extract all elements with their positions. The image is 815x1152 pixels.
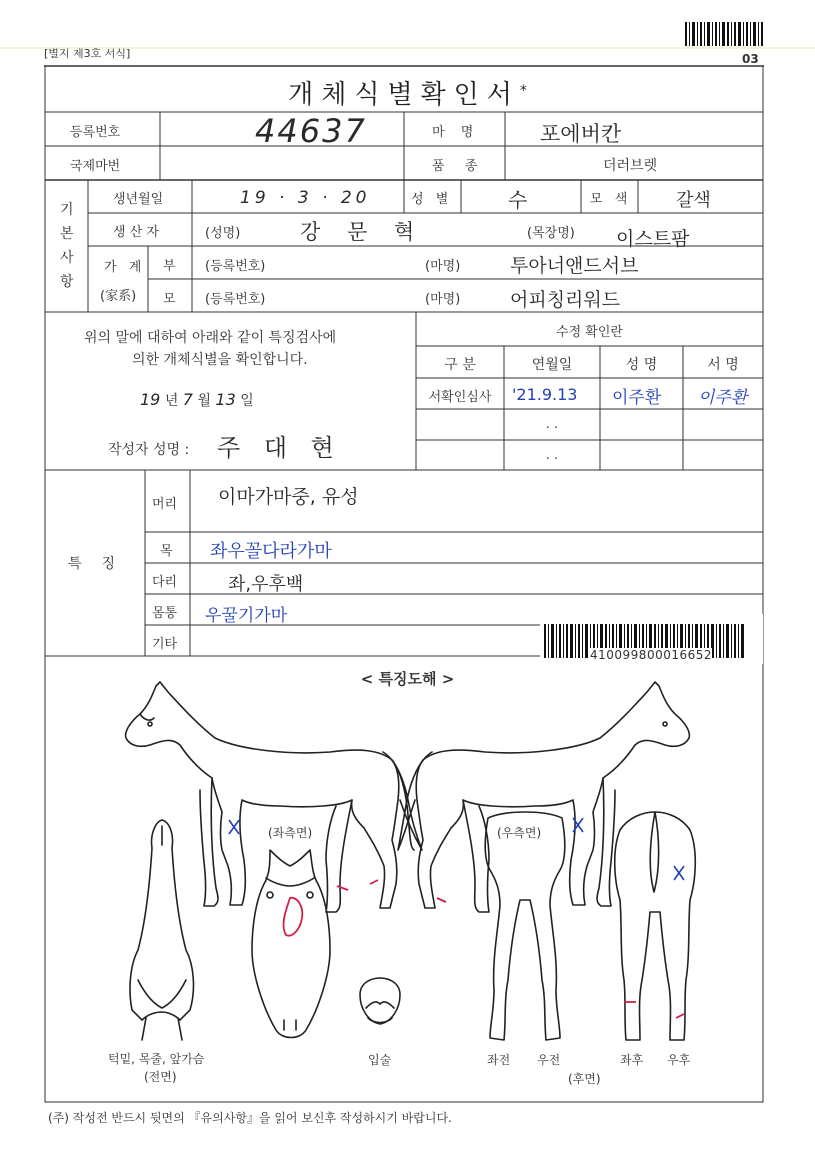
statement-line2: 의한 개체식별을 확인합니다. <box>132 352 308 368</box>
page-number: 03 <box>742 52 759 66</box>
revision-row-date: '21.9.13 <box>512 385 578 404</box>
farm-name-value: 이스트팜 <box>616 228 690 250</box>
breeder-name-value: 강 문 혁 <box>300 220 425 244</box>
birth-date-value: 19 · 3 · 20 <box>240 188 371 208</box>
revision-row-date: . . <box>545 417 559 432</box>
diagram-title: < 특징도해 > <box>360 670 455 688</box>
rear-label: (후면) <box>568 1072 601 1086</box>
other-label: 기타 <box>152 637 178 652</box>
body-value: 우꿀기가마 <box>205 606 288 626</box>
neck-value: 좌우꼴다라가마 <box>210 541 332 562</box>
revision-title: 수정 확인란 <box>556 325 623 340</box>
form-tag: [별지 제3호 서식] <box>44 47 131 60</box>
right-side-horse-outline <box>398 682 689 912</box>
sire-name-value: 투아너앤드서브 <box>510 255 639 277</box>
breed-label: 품 종 <box>432 159 486 174</box>
title-mark: * <box>519 83 527 99</box>
sex-label: 성 별 <box>411 192 453 207</box>
head-label: 머리 <box>152 497 178 512</box>
sire-name-label: (마명) <box>425 259 461 274</box>
fore-right-label: 우전 <box>537 1053 561 1067</box>
revision-row-type: 서확인심사 <box>428 390 492 405</box>
footnote: (주) 작성전 반드시 뒷면의 『유의사항』을 읽어 보신후 작성하시기 바랍니다. <box>48 1111 452 1125</box>
coat-color-label: 모 색 <box>590 192 632 207</box>
basic-section-label: 기 본 사 항 <box>60 202 74 290</box>
document-title: 개체식별확인서* <box>288 80 527 110</box>
body-label: 몸통 <box>152 606 178 621</box>
dam-label: 모 <box>163 292 176 307</box>
hind-legs-outline <box>615 812 696 1040</box>
sire-reg-label: (등록번호) <box>205 259 266 274</box>
revision-row-date: . . <box>545 448 559 463</box>
revision-row-name: 이주환 <box>612 388 662 408</box>
reg-number-value: 44637 <box>255 112 367 150</box>
family-label: 가 계 <box>104 260 146 275</box>
hind-right-label: 우후 <box>667 1053 691 1067</box>
breed-value: 더러브렛 <box>603 158 658 174</box>
revision-header-sign: 서 명 <box>707 357 739 373</box>
statement-line1: 위의 말에 대하여 아래와 같이 특징검사에 <box>84 330 337 346</box>
right-side-label: (우측면) <box>497 826 542 840</box>
features-section-label: 특징 <box>68 556 136 572</box>
barcode-number: 410099800016652 <box>590 648 713 662</box>
front-neck-outline <box>130 820 193 1040</box>
neck-label: 목 <box>160 544 173 559</box>
dam-name-value: 어피칭리워드 <box>510 289 621 311</box>
dam-reg-label: (등록번호) <box>205 292 266 307</box>
breeder-label: 생 산 자 <box>113 225 159 240</box>
left-side-label: (좌측면) <box>268 826 313 840</box>
front-neck-label: 턱밑, 목줄, 앞가슴 <box>108 1052 205 1066</box>
confirm-date: 19 년 7 월 13 일 <box>140 390 254 409</box>
lips-label: 입술 <box>368 1053 392 1067</box>
horse-name-value: 포에버칸 <box>540 122 622 146</box>
fore-left-label: 좌전 <box>487 1053 511 1067</box>
revision-header-name: 성 명 <box>625 357 658 373</box>
sex-value: 수 <box>508 188 528 212</box>
family-hanja: (家系) <box>100 289 137 304</box>
revision-header-date: 연월일 <box>531 357 573 373</box>
hind-left-label: 좌후 <box>620 1053 644 1067</box>
breeder-name-label: (성명) <box>205 226 241 241</box>
birth-date-label: 생년월일 <box>113 192 164 207</box>
lips-outline <box>360 978 400 1024</box>
writer-signature: 주 대 현 <box>217 434 342 462</box>
front-label: (전면) <box>144 1070 177 1084</box>
legs-label: 다리 <box>152 575 178 590</box>
horse-name-label: 마 명 <box>432 125 480 140</box>
legs-value: 좌,우후백 <box>228 574 304 595</box>
left-side-horse-outline <box>126 682 422 912</box>
farm-name-label: (목장명) <box>527 226 575 241</box>
head-value: 이마가마중, 유성 <box>218 486 359 508</box>
coat-color-value: 갈색 <box>676 190 711 211</box>
reg-number-label: 등록번호 <box>70 125 121 140</box>
front-face-outline <box>252 850 330 1038</box>
front-legs-outline <box>485 812 565 1040</box>
dam-name-label: (마명) <box>425 292 461 307</box>
revision-row-sign: 이주환 <box>698 388 748 408</box>
writer-label: 작성자 성명 : <box>108 442 190 458</box>
red-marks <box>283 880 684 1018</box>
revision-header-type: 구 분 <box>444 357 476 373</box>
sire-label: 부 <box>163 259 176 274</box>
intl-number-label: 국제마번 <box>70 159 121 174</box>
